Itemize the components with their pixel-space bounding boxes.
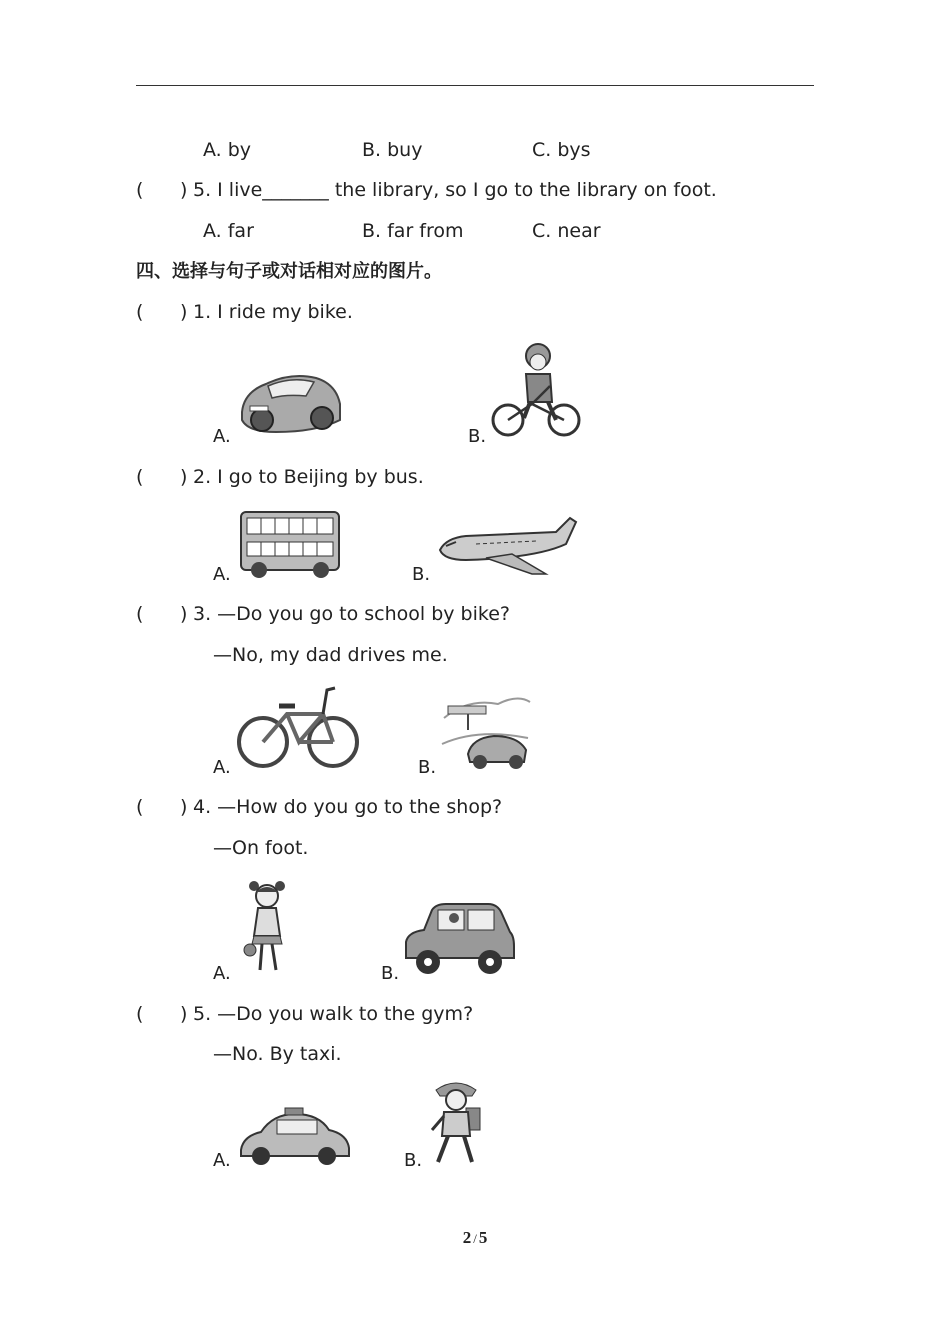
girl-walking-with-backpack-image: [426, 1078, 486, 1168]
answer-bracket-open: (: [136, 603, 144, 625]
option-a-label: A.: [213, 564, 231, 585]
page-current: 2: [462, 1228, 472, 1247]
item-reply: —On foot.: [213, 837, 309, 859]
answer-bracket-close: ): [180, 466, 188, 488]
sports-car-image: [236, 362, 344, 438]
option-a: A. far: [203, 220, 254, 242]
option-c: C. bys: [532, 139, 591, 161]
option-b: B. far from: [362, 220, 464, 242]
option-a-label: A.: [213, 757, 231, 778]
answer-bracket-open: (: [136, 179, 144, 201]
option-c: C. near: [532, 220, 601, 242]
car-on-road-image: [438, 688, 532, 774]
answer-bracket-close: ): [180, 301, 188, 323]
item-question: 3. —Do you go to school by bike?: [193, 603, 510, 625]
girl-walking-image: [242, 878, 292, 978]
page-number: 2 / 5: [462, 1228, 488, 1247]
taxi-image: [237, 1106, 353, 1166]
answer-bracket-close: ): [180, 796, 188, 818]
option-a-label: A.: [213, 963, 231, 984]
option-b-label: B.: [468, 426, 487, 447]
double-decker-bus-image: [237, 508, 343, 580]
header-rule: [136, 85, 814, 86]
option-a: A. by: [203, 139, 252, 161]
item-question: 1. I ride my bike.: [193, 301, 353, 323]
page-total: 5: [478, 1228, 488, 1247]
option-b-label: B.: [404, 1150, 423, 1171]
item-reply: —No. By taxi.: [213, 1043, 342, 1065]
option-a-label: A.: [213, 1150, 231, 1171]
answer-bracket-close: ): [180, 603, 188, 625]
item-question: 5. —Do you walk to the gym?: [193, 1003, 474, 1025]
question-text: 5. I live_______ the library, so I go to the library on foot.: [193, 179, 717, 201]
option-b-label: B.: [412, 564, 431, 585]
family-car-image: [402, 902, 516, 978]
answer-bracket-open: (: [136, 466, 144, 488]
option-a-label: A.: [213, 426, 231, 447]
item-question: 4. —How do you go to the shop?: [193, 796, 503, 818]
answer-bracket-open: (: [136, 796, 144, 818]
item-reply: —No, my dad drives me.: [213, 644, 448, 666]
item-question: 2. I go to Beijing by bus.: [193, 466, 424, 488]
answer-bracket-close: ): [180, 1003, 188, 1025]
option-b-label: B.: [381, 963, 400, 984]
section-title: 四、选择与句子或对话相对应的图片。: [136, 261, 442, 282]
answer-bracket-close: ): [180, 179, 188, 201]
option-b-label: B.: [418, 757, 437, 778]
option-b: B. buy: [362, 139, 423, 161]
bicycle-image: [235, 684, 361, 770]
boy-riding-bike-image: [490, 340, 584, 440]
answer-bracket-open: (: [136, 1003, 144, 1025]
answer-bracket-open: (: [136, 301, 144, 323]
airplane-image: [436, 514, 578, 580]
